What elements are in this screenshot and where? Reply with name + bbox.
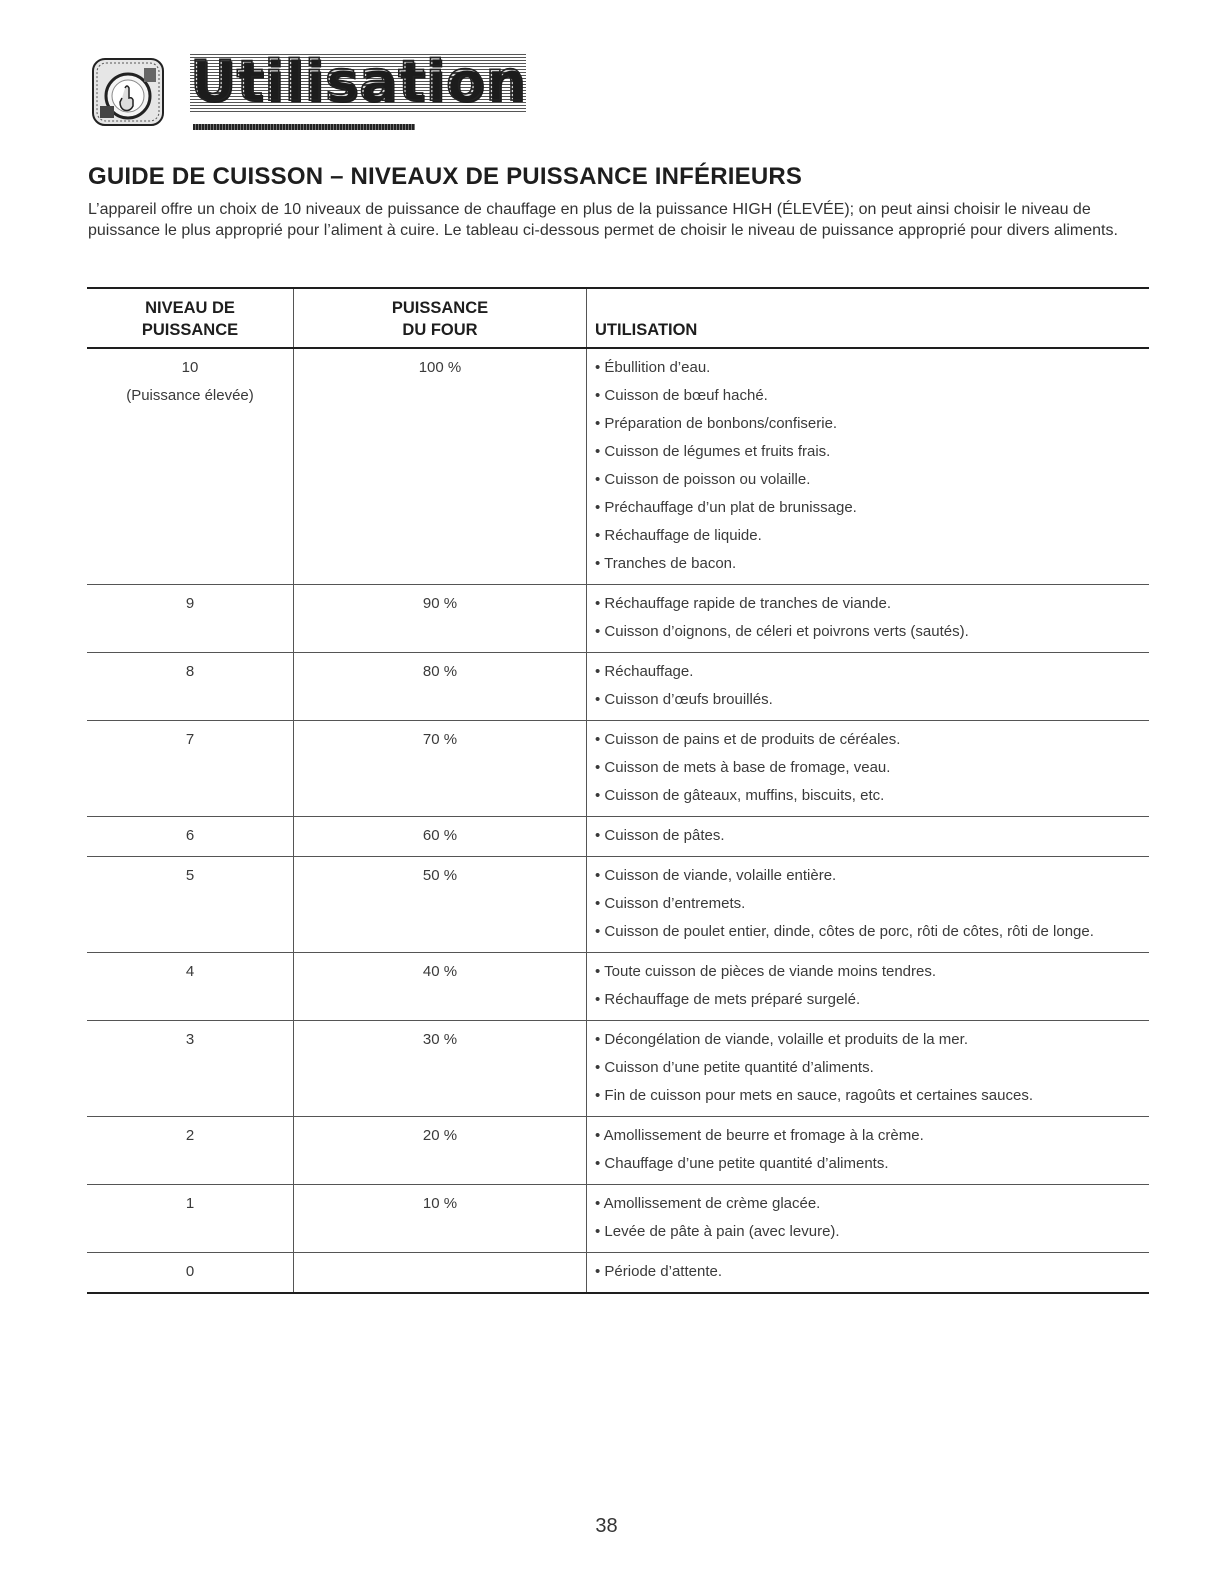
usage-item: • Cuisson d’une petite quantité d’aliments. xyxy=(595,1054,1145,1082)
power-level-cell xyxy=(87,653,294,721)
header-underline xyxy=(193,124,415,130)
usage-item: • Ébullition d’eau. xyxy=(595,354,1145,382)
usage-item: • Cuisson d’oignons, de céleri et poivrons verts (sautés). xyxy=(595,618,1145,646)
intro-paragraph: L’appareil offre un choix de 10 niveaux de puissance de chauffage en plus de la puissance HIGH (ÉLEVÉE); on peut ainsi choisir le niveau de puissance le plus approprié pour l’aliment à cuire. Le tableau ci-dessous permet de choisir le niveau de puissance approprié pour divers aliments. xyxy=(88,201,1118,239)
usage-item: • Cuisson de bœuf haché. xyxy=(595,382,1145,410)
cooking-guide-table xyxy=(87,287,1149,1294)
usage-cell xyxy=(587,585,1150,653)
oven-power-cell: 20 % xyxy=(294,1117,587,1185)
table-row xyxy=(87,1117,1149,1185)
usage-item: • Tranches de bacon. xyxy=(595,550,1145,578)
usage-item: • Cuisson de gâteaux, muffins, biscuits, etc. xyxy=(595,782,1145,810)
table-row xyxy=(87,348,1149,585)
usage-item: • Amollissement de beurre et fromage à la crème. xyxy=(595,1122,1145,1150)
usage-item: • Période d’attente. xyxy=(595,1258,1145,1286)
power-level-value: 9 xyxy=(185,595,195,612)
usage-cell xyxy=(587,817,1150,857)
table-header-row xyxy=(87,288,1149,348)
power-level-cell xyxy=(87,1253,294,1294)
usage-item: • Préchauffage d’un plat de brunissage. xyxy=(595,494,1145,522)
usage-item: • Levée de pâte à pain (avec levure). xyxy=(595,1218,1145,1246)
usage-item: • Amollissement de crème glacée. xyxy=(595,1190,1145,1218)
usage-item: • Réchauffage de mets préparé surgelé. xyxy=(595,986,1145,1014)
usage-cell xyxy=(587,348,1150,585)
usage-item: • Décongélation de viande, volaille et produits de la mer. xyxy=(595,1026,1145,1054)
table-row xyxy=(87,1021,1149,1117)
table-row xyxy=(87,1253,1149,1294)
power-level-cell xyxy=(87,585,294,653)
power-level-cell xyxy=(87,348,294,585)
usage-item: • Préparation de bonbons/confiserie. xyxy=(595,410,1145,438)
power-level-value: 1 xyxy=(185,1195,195,1212)
oven-power-cell: 60 % xyxy=(294,817,587,857)
power-level-cell xyxy=(87,953,294,1021)
table-row xyxy=(87,721,1149,817)
usage-item: • Réchauffage. xyxy=(595,658,1145,686)
power-level-value: 4 xyxy=(185,963,195,980)
usage-cell xyxy=(587,1253,1150,1294)
power-level-cell xyxy=(87,1117,294,1185)
power-level-value: 10 xyxy=(181,359,199,376)
power-level-cell xyxy=(87,1021,294,1117)
usage-item: • Cuisson de pains et de produits de céréales. xyxy=(595,726,1145,754)
microwave-hand-icon xyxy=(92,58,164,126)
usage-cell xyxy=(587,721,1150,817)
usage-item: • Cuisson d’œufs brouillés. xyxy=(595,686,1145,714)
power-level-cell xyxy=(87,1185,294,1253)
table-row xyxy=(87,585,1149,653)
power-level-value: 7 xyxy=(185,731,195,748)
usage-item: • Cuisson de poisson ou volaille. xyxy=(595,466,1145,494)
usage-item: • Cuisson d’entremets. xyxy=(595,890,1145,918)
oven-power-cell xyxy=(294,1253,587,1294)
oven-power-cell: 80 % xyxy=(294,653,587,721)
table-row xyxy=(87,953,1149,1021)
header-oven-power: PUISSANCE DU FOUR xyxy=(294,288,587,348)
header-power-level: NIVEAU DE PUISSANCE xyxy=(87,288,294,348)
oven-power-cell: 100 % xyxy=(294,348,587,585)
page-header xyxy=(92,49,527,142)
table-row xyxy=(87,817,1149,857)
usage-cell xyxy=(587,857,1150,953)
usage-item: • Réchauffage rapide de tranches de viande. xyxy=(595,590,1145,618)
usage-cell xyxy=(587,653,1150,721)
usage-cell xyxy=(587,1117,1150,1185)
oven-power-cell: 70 % xyxy=(294,721,587,817)
power-level-value: 2 xyxy=(185,1127,195,1144)
power-level-value: 3 xyxy=(185,1031,195,1048)
oven-power-cell: 40 % xyxy=(294,953,587,1021)
power-level-cell xyxy=(87,721,294,817)
power-level-cell xyxy=(87,817,294,857)
usage-item: • Chauffage d’une petite quantité d’aliments. xyxy=(595,1150,1145,1178)
usage-item: • Cuisson de mets à base de fromage, veau. xyxy=(595,754,1145,782)
usage-item: • Réchauffage de liquide. xyxy=(595,522,1145,550)
oven-power-cell: 30 % xyxy=(294,1021,587,1117)
table-row xyxy=(87,653,1149,721)
header-usage: UTILISATION xyxy=(587,288,1150,348)
oven-power-cell: 90 % xyxy=(294,585,587,653)
usage-item: • Cuisson de poulet entier, dinde, côtes de porc, rôti de côtes, rôti de longe. xyxy=(595,918,1145,946)
table-row xyxy=(87,857,1149,953)
usage-item: • Cuisson de légumes et fruits frais. xyxy=(595,438,1145,466)
usage-item: • Cuisson de pâtes. xyxy=(595,822,1145,850)
usage-cell xyxy=(587,1021,1150,1117)
usage-item: • Toute cuisson de pièces de viande moins tendres. xyxy=(595,958,1145,986)
power-level-value: 0 xyxy=(185,1263,195,1280)
power-level-value: 6 xyxy=(185,827,195,844)
usage-item: • Cuisson de viande, volaille entière. xyxy=(595,862,1145,890)
oven-power-cell: 10 % xyxy=(294,1185,587,1253)
power-level-value: 5 xyxy=(185,867,195,884)
power-level-cell xyxy=(87,857,294,953)
header-title: Utilisation xyxy=(190,49,527,114)
usage-cell xyxy=(587,1185,1150,1253)
power-level-note: (Puissance élevée) xyxy=(126,387,254,404)
usage-item: • Fin de cuisson pour mets en sauce, ragoûts et certaines sauces. xyxy=(595,1082,1145,1110)
usage-cell xyxy=(587,953,1150,1021)
power-level-value: 8 xyxy=(185,663,195,680)
page-number: 38 xyxy=(595,1515,618,1537)
section-title: GUIDE DE CUISSON – NIVEAUX DE PUISSANCE INFÉRIEURS xyxy=(88,163,803,190)
table-row xyxy=(87,1185,1149,1253)
oven-power-cell: 50 % xyxy=(294,857,587,953)
